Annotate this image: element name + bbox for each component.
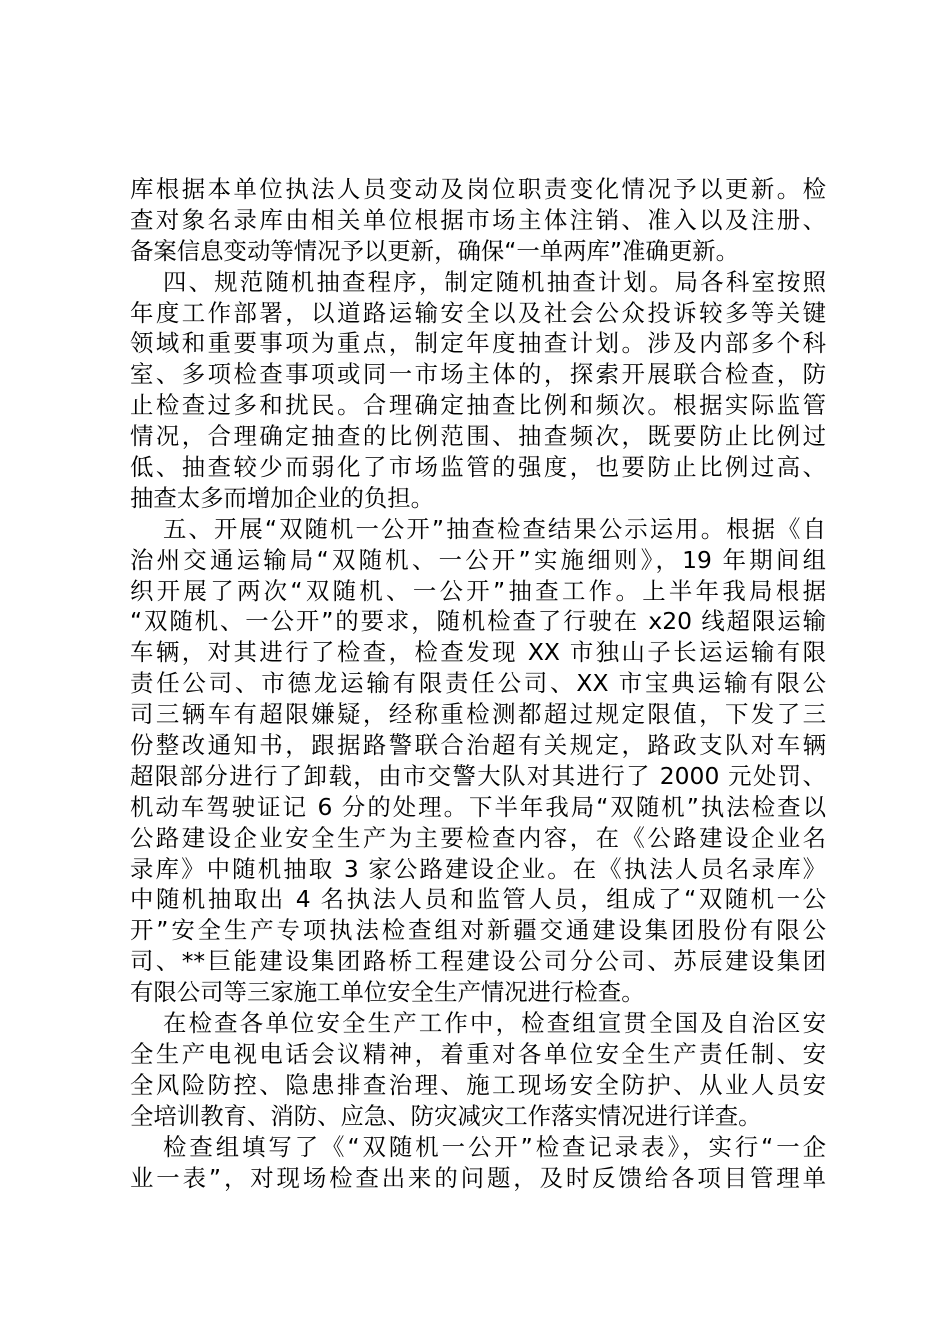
text-line: 中随机抽取出 4 名执法人员和监管人员，组成了“双随机一公 [130,885,826,914]
text-line: 年度工作部署，以道路运输安全以及社会公众投诉较多等关键 [130,298,826,327]
text-line: 库根据本单位执法人员变动及岗位职责变化情况予以更新。检 [130,175,826,203]
text-line: 司三辆车有超限嫌疑，经称重检测都超过规定限值，下发了三 [130,700,826,729]
text-line: 领域和重要事项为重点，制定年度抽查计划。涉及内部多个科 [130,329,826,358]
document-body [130,174,826,1193]
text-line: 在检查各单位安全生产工作中，检查组宣贯全国及自治区安 [163,1009,826,1038]
text-line: 司、**巨能建设集团路桥工程建设公司分公司、苏辰建设集团 [130,947,826,976]
text-line: 录库》中随机抽取 3 家公路建设企业。在《执法人员名录库》 [130,854,826,883]
text-line: 备案信息变动等情况予以更新，确保“一单两库”准确更新。 [130,236,739,265]
text-line: 治州交通运输局“双随机、一公开”实施细则》，19 年期间组 [130,545,826,574]
text-line: 责任公司、市德龙运输有限责任公司、XX 市宝典运输有限公 [130,669,826,698]
text-line: 开”安全生产专项执法检查组对新疆交通建设集团股份有限公 [130,916,826,945]
text-line: 超限部分进行了卸载，由市交警大队对其进行了 2000 元处罚、 [130,761,826,790]
text-line: 公路建设企业安全生产为主要检查内容，在《公路建设企业名 [130,823,826,852]
text-line: 全风险防控、隐患排查治理、施工现场安全防护、从业人员安 [130,1070,826,1099]
text-line: 检查组填写了《“双随机一公开”检查记录表》，实行“一企 [163,1132,826,1161]
text-line: 室、多项检查事项或同一市场主体的，探索开展联合检查，防 [130,360,826,389]
text-line: 车辆，对其进行了检查，检查发现 XX 市独山子长运运输有限 [130,638,826,667]
text-line: 业一表”，对现场检查出来的问题，及时反馈给各项目管理单 [130,1163,826,1192]
text-line: “双随机、一公开”的要求，随机检查了行驶在 x20 线超限运输 [130,607,826,636]
text-line: 全培训教育、消防、应急、防灾减灾工作落实情况进行详查。 [130,1101,762,1130]
text-line: 查对象名录库由相关单位根据市场主体注销、准入以及注册、 [130,205,826,234]
text-line: 情况，合理确定抽查的比例范围、抽查频次，既要防止比例过 [130,422,826,451]
text-line: 四、规范随机抽查程序，制定随机抽查计划。局各科室按照 [163,267,826,296]
text-line: 抽查太多而增加企业的负担。 [130,483,435,512]
text-line: 五、开展“双随机一公开”抽查检查结果公示运用。根据《自 [163,514,826,543]
text-line: 止检查过多和扰民。合理确定抽查比例和频次。根据实际监管 [130,391,826,420]
text-line: 织开展了两次“双随机、一公开”抽查工作。上半年我局根据 [130,576,826,605]
text-line: 机动车驾驶证记 6 分的处理。下半年我局“双随机”执法检查以 [130,792,826,821]
text-line: 份整改通知书，跟据路警联合治超有关规定，路政支队对车辆 [130,731,826,760]
text-line: 全生产电视电话会议精神，着重对各单位安全生产责任制、安 [130,1039,826,1068]
text-line: 低、抽查较少而弱化了市场监管的强度，也要防止比例过高、 [130,453,826,482]
text-line: 有限公司等三家施工单位安全生产情况进行检查。 [130,978,645,1007]
